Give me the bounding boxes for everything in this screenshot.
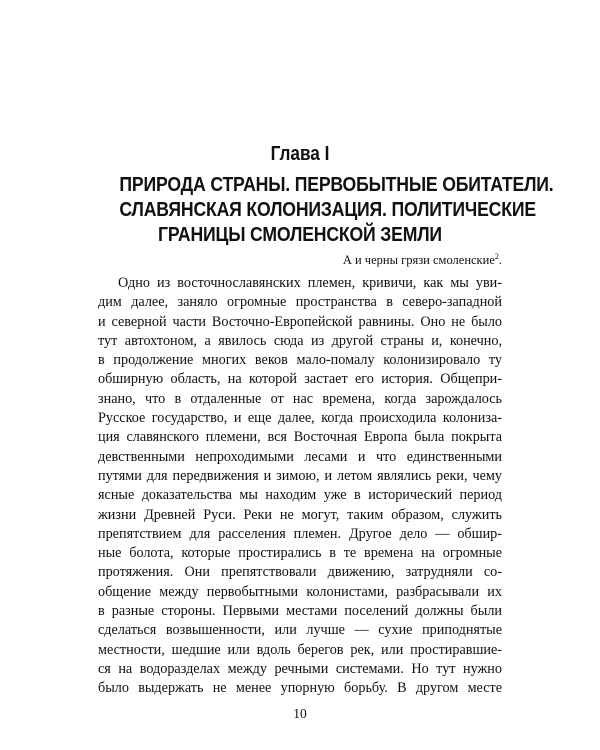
body-paragraph xyxy=(98,274,502,699)
text-line: сделаться возвышенности, или лучше — сухие приподнятые xyxy=(98,622,502,639)
text-line: препятствием для расселения племен. Другое дело — обшир- xyxy=(98,525,502,542)
text-line: Русское государство, и еще далее, когда происходила колониза- xyxy=(98,410,502,427)
text-line: девственными непроходимыми лесами и что единственными xyxy=(98,448,502,465)
text-line: путями для передвижения и зимою, и летом являлись реки, чему xyxy=(98,467,502,484)
footnote-reference[interactable]: 2 xyxy=(494,252,499,261)
text-line: местности, шедшие или вдоль берегов рек, или простиравшие- xyxy=(98,641,502,658)
text-line: дим далее, заняло огромные пространства в северо-западной xyxy=(98,294,502,311)
text-line: протяжения. Они препятствовали движению, затрудняли со- xyxy=(98,564,502,581)
text-line: в продолжение многих веков мало-помалу колонизировало ту xyxy=(98,352,502,369)
chapter-title-line: ПРИРОДА СТРАНЫ. ПЕРВОБЫТНЫЕ ОБИТАТЕЛИ. xyxy=(119,173,554,196)
text-line: тут автохтоном, а явилось сюда из другой страны и, конечно, xyxy=(98,332,502,349)
text-line: было выдержать не менее упорную борьбу. В другом месте xyxy=(98,680,502,697)
text-line: общение между первобытными колонистами, разбрасывали их xyxy=(98,583,502,600)
chapter-title-line: ГРАНИЦЫ СМОЛЕНСКОЙ ЗЕМЛИ xyxy=(158,223,442,246)
epigraph-text: А и черны грязи смоленские xyxy=(342,253,495,268)
chapter-title xyxy=(90,172,554,247)
text-line: знано, что в отдаленные от нас времена, когда зарождалось xyxy=(98,390,502,407)
text-line: в разные стороны. Первыми местами поселений должны были xyxy=(98,603,502,620)
chapter-title-line: СЛАВЯНСКАЯ КОЛОНИЗАЦИЯ. ПОЛИТИЧЕСКИЕ xyxy=(119,198,536,221)
text-line: ция славянского племени, вся Восточная Европа была покрыта xyxy=(98,429,502,446)
text-line: обширную область, на которой застает его история. Общепри- xyxy=(98,371,502,388)
text-line: и северной части Восточно-Европейской равнины. Оно не было xyxy=(98,313,502,330)
page-number: 10 xyxy=(293,706,307,721)
text-line: ные болота, которые простирались в те времена на огромные xyxy=(98,545,502,562)
text-line: жизни Древней Руси. Реки не могут, таким образом, служить xyxy=(98,506,502,523)
text-line: ся на водоразделах между речными системами. Но тут нужно xyxy=(98,660,502,677)
chapter-label: Глава I xyxy=(270,143,330,165)
epigraph: А и черны грязи смоленские$^2$. xyxy=(342,252,502,268)
text-line: Одно из восточнославянских племен, кривичи, как мы уви- xyxy=(118,275,502,291)
text-line: ясные доказательства мы находим уже в исторический период xyxy=(98,487,502,504)
